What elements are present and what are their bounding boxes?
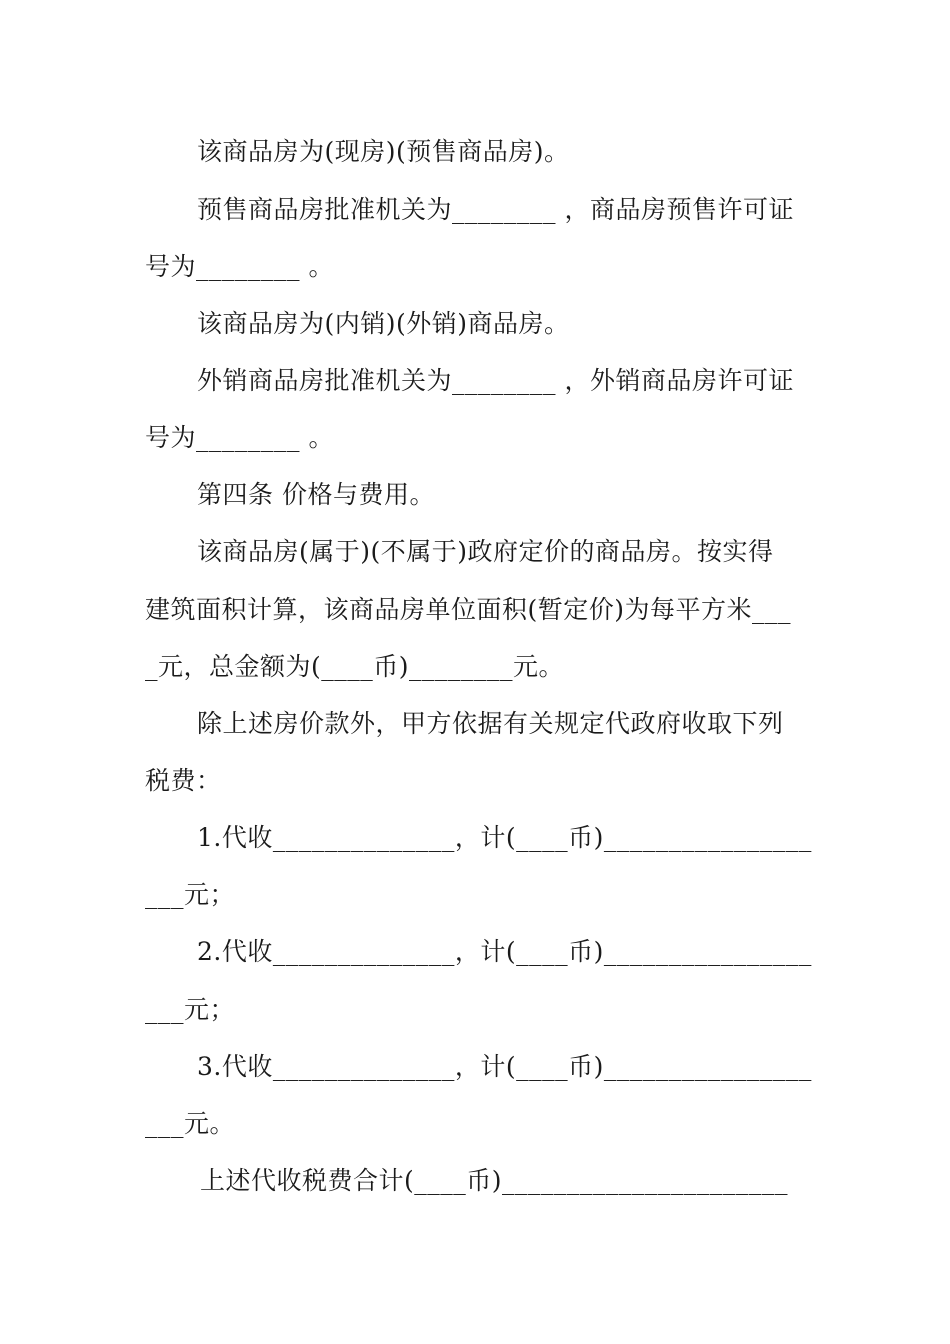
paragraph-line: _元，总金额为(____币)________元。: [145, 652, 565, 681]
list-item-continuation: ___元；: [145, 995, 236, 1024]
paragraph-line: 外销商品房批准机关为________ ，外销商品房许可证: [197, 366, 794, 395]
article-heading: 第四条 价格与费用。: [197, 480, 435, 509]
paragraph-line: 税费：: [145, 766, 222, 795]
paragraph-line: 除上述房价款外，甲方依据有关规定代政府收取下列: [197, 709, 784, 738]
list-item-continuation: ___元；: [145, 880, 236, 909]
paragraph-line: 上述代收税费合计(____币)______________________: [200, 1166, 789, 1195]
list-item: 2.代收______________，计(____币)________________: [197, 937, 812, 966]
list-item-continuation: ___元。: [145, 1109, 236, 1138]
paragraph-line: 该商品房为(内销)(外销)商品房。: [197, 309, 570, 338]
paragraph-line: 预售商品房批准机关为________ ，商品房预售许可证: [197, 195, 794, 224]
list-item: 3.代收______________，计(____币)________________: [197, 1052, 812, 1081]
paragraph-line: 该商品房为(现房)(预售商品房)。: [197, 137, 570, 166]
paragraph-line: 该商品房(属于)(不属于)政府定价的商品房。按实得: [197, 537, 774, 566]
paragraph-line: 号为________ 。: [145, 252, 334, 281]
paragraph-line: 号为________ 。: [145, 423, 334, 452]
paragraph-line: 建筑面积计算，该商品房单位面积(暂定价)为每平方米___: [145, 595, 792, 624]
list-item: 1.代收______________，计(____币)________________: [197, 823, 812, 852]
